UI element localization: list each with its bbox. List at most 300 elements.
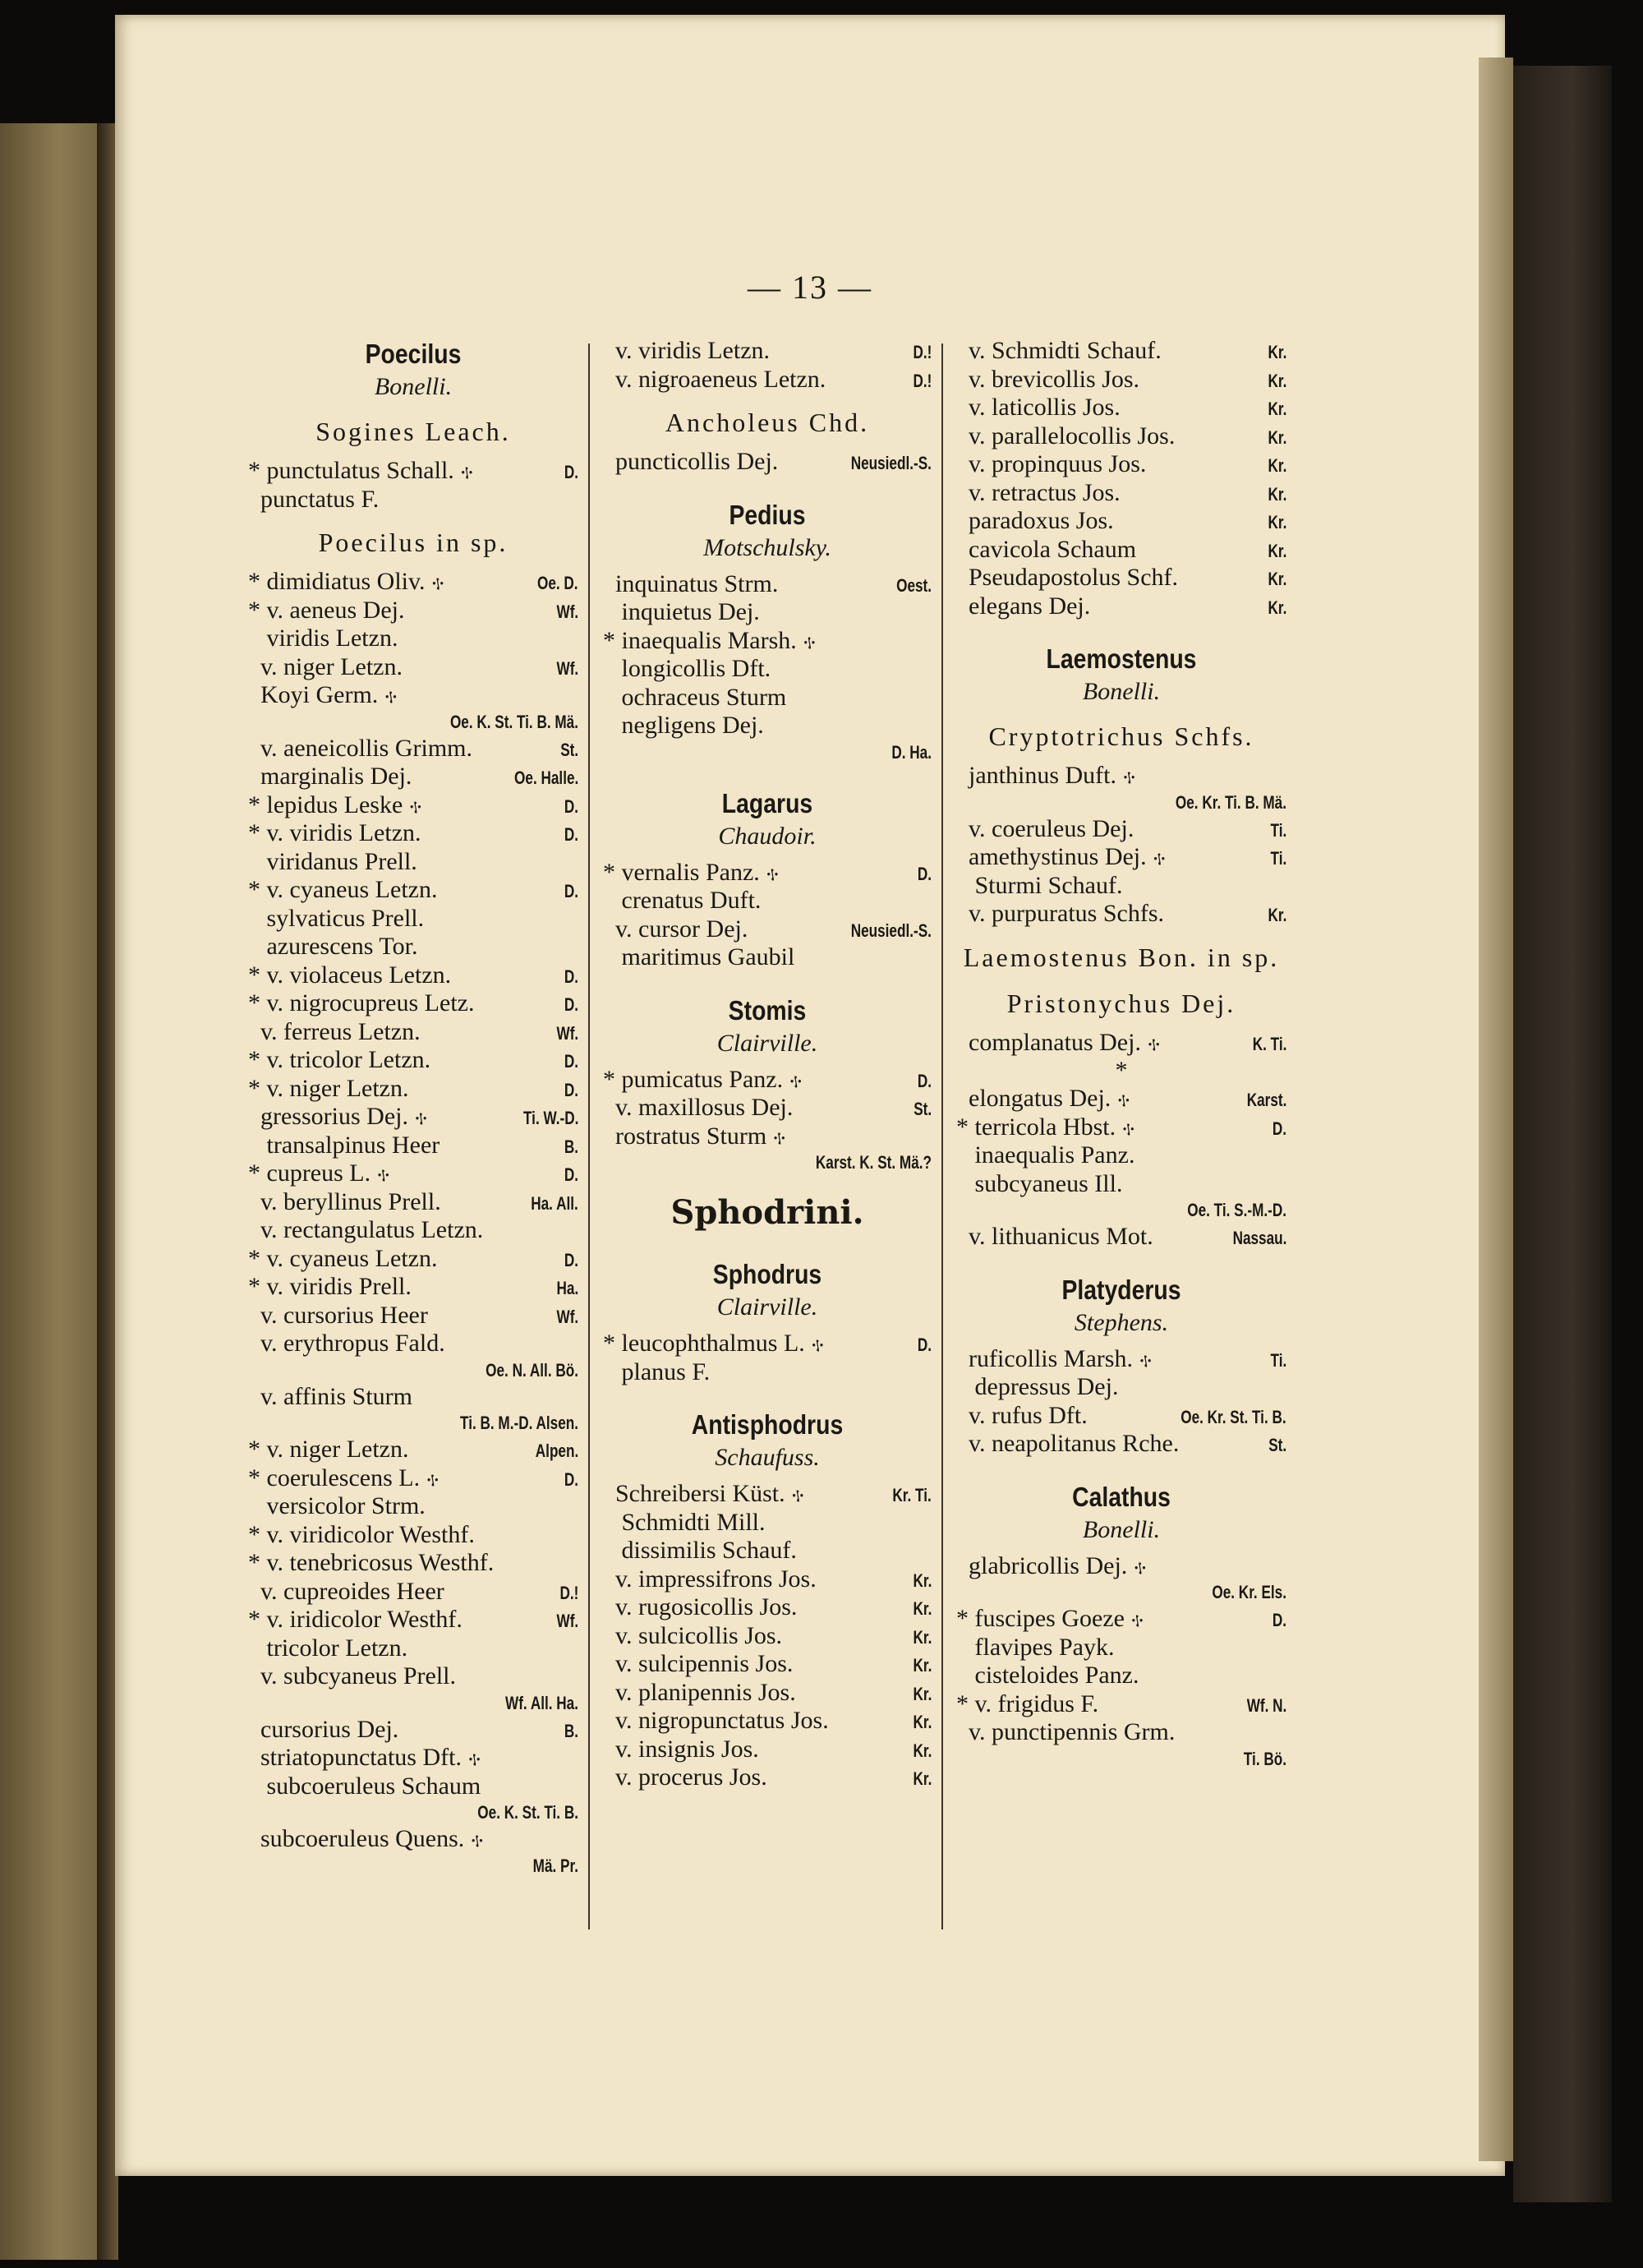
- species-name: * pumicatus Panz. ⳾: [603, 1065, 803, 1093]
- species-entry: [956, 536, 1286, 565]
- species-entry: [956, 1113, 1286, 1142]
- locality-abbrev: D.: [564, 1079, 578, 1100]
- species-entry: [248, 1662, 578, 1691]
- species-entry: [956, 1430, 1286, 1459]
- species-entry: [603, 1622, 932, 1651]
- species-name: v. sulcicollis Jos.: [603, 1621, 783, 1649]
- species-entry: [956, 422, 1286, 451]
- locality-abbrev: D.: [564, 881, 578, 901]
- species-name: Koyi Germ. ⳾: [248, 681, 398, 708]
- species-entry: [956, 762, 1286, 791]
- species-name: Schreibersi Küst. ⳾: [603, 1480, 805, 1507]
- species-entry: [248, 1578, 578, 1606]
- locality-abbrev: Nassau.: [1232, 1228, 1286, 1248]
- species-entry: [956, 1662, 1286, 1690]
- locality-abbrev: Ti.: [1270, 848, 1286, 869]
- locality-abbrev: D.: [564, 1051, 578, 1072]
- species-name: v. sulcipennis Jos.: [603, 1650, 794, 1677]
- locality-abbrev: Wf.: [556, 1611, 578, 1631]
- species-entry: [603, 570, 932, 599]
- species-name: puncticollis Dej.: [603, 448, 779, 475]
- species-name: * v. viridis Prell.: [248, 1273, 412, 1300]
- species-name: v. planipennis Jos.: [603, 1678, 796, 1706]
- species-entry: [248, 1273, 578, 1302]
- species-entry: [603, 1707, 932, 1736]
- locality-abbrev: St.: [914, 1099, 932, 1119]
- species-entry: [248, 735, 578, 763]
- genus-author: Motschulsky.: [703, 533, 831, 561]
- locality-line: Wf. All. Ha.: [505, 1692, 578, 1713]
- species-name: v. brevicollis Jos.: [956, 365, 1140, 393]
- subgenus-heading: Sogines Leach.: [315, 417, 511, 446]
- locality-abbrev: Alpen.: [535, 1441, 578, 1461]
- locality-abbrev: Wf. N.: [1246, 1694, 1286, 1716]
- species-entry: [603, 598, 932, 627]
- species-entry: [603, 1094, 932, 1122]
- species-entry: [248, 905, 578, 933]
- genus-heading: Sphodrus: [712, 1259, 822, 1289]
- species-entry: [603, 655, 932, 684]
- species-name: v. Schmidti Schauf.: [956, 337, 1162, 364]
- species-name: v. cursor Dej.: [603, 915, 748, 943]
- species-name: v. ferreus Letzn.: [248, 1017, 421, 1045]
- genus-heading: Calathus: [1072, 1481, 1171, 1512]
- species-name: * v. viridicolor Westhf.: [248, 1520, 475, 1548]
- tribe-heading: Sphodrini.: [670, 1193, 864, 1232]
- column-rule-2: [941, 343, 943, 1929]
- locality-abbrev: D.: [917, 1335, 932, 1355]
- species-entry: [248, 876, 578, 905]
- species-entry: [956, 1373, 1286, 1402]
- species-entry: [248, 1216, 578, 1245]
- locality-abbrev: D.: [917, 1070, 932, 1091]
- locality-abbrev: Kr.: [1268, 399, 1286, 419]
- species-entry: [956, 450, 1286, 479]
- locality-abbrev: D.: [564, 462, 578, 482]
- locality-abbrev: Kr.: [913, 1768, 932, 1789]
- species-entry: [956, 366, 1286, 394]
- species-name: * v. niger Letzn.: [248, 1436, 409, 1463]
- species-name: cursorius Dej.: [248, 1715, 399, 1743]
- species-name: * v. nigrocupreus Letz.: [248, 989, 475, 1016]
- locality-abbrev: B.: [564, 1136, 578, 1157]
- species-entry: [248, 1716, 578, 1745]
- species-name: elongatus Dej. ⳾: [956, 1085, 1130, 1112]
- species-name: viridis Letzn.: [248, 625, 398, 652]
- species-entry: [248, 1046, 578, 1075]
- locality-abbrev: D.!: [559, 1582, 578, 1603]
- species-entry: [603, 1066, 932, 1095]
- species-entry: [956, 1634, 1286, 1662]
- species-entry: [956, 394, 1286, 422]
- genus-heading: Pedius: [729, 499, 806, 530]
- species-entry: [248, 625, 578, 653]
- locality-abbrev: Oe. Halle.: [513, 768, 578, 788]
- species-entry: [956, 872, 1286, 901]
- genus-heading: Antisphodrus: [691, 1409, 844, 1440]
- locality-abbrev: Kr.: [1268, 370, 1286, 391]
- text-column-2: [603, 337, 932, 1792]
- species-name: v. impressifrons Jos.: [603, 1565, 817, 1593]
- species-entry: [248, 933, 578, 961]
- species-entry: [248, 1330, 578, 1358]
- species-name: subcoeruleus Quens. ⳾: [248, 1825, 484, 1852]
- species-entry: [248, 568, 578, 597]
- species-name: * vernalis Panz. ⳾: [603, 858, 780, 886]
- species-name: * v. frigidus F.: [956, 1689, 1099, 1717]
- locality-abbrev: D.: [564, 1468, 578, 1490]
- locality-abbrev: Ha.: [556, 1278, 578, 1298]
- species-name: * v. cyaneus Letzn.: [248, 876, 438, 903]
- locality-abbrev: Kr.: [913, 1626, 932, 1648]
- species-entry: [248, 1159, 578, 1188]
- genus-author: Schaufuss.: [715, 1444, 820, 1471]
- locality-abbrev: D.!: [913, 342, 932, 362]
- species-name: v. lithuanicus Mot.: [956, 1223, 1153, 1250]
- locality-line: Oe. K. St. Ti. B. Mä.: [449, 711, 578, 732]
- species-name: rostratus Sturm ⳾: [603, 1122, 786, 1150]
- locality-abbrev: K. Ti.: [1252, 1033, 1286, 1054]
- species-name: v. punctipennis Grm.: [956, 1718, 1176, 1745]
- species-name: janthinus Duft. ⳾: [956, 762, 1136, 789]
- locality-line: Oe. N. All. Bö.: [486, 1359, 578, 1381]
- locality-abbrev: B.: [564, 1720, 578, 1741]
- species-name: ruficollis Marsh. ⳾: [956, 1344, 1153, 1372]
- species-name: subcyaneus Ill.: [956, 1169, 1123, 1197]
- species-entry: [248, 681, 578, 710]
- species-entry: [956, 1345, 1286, 1374]
- species-entry: [603, 1679, 932, 1708]
- species-name: * v. aeneus Dej.: [248, 596, 405, 624]
- species-entry: [956, 337, 1286, 366]
- species-name: inquinatus Strm.: [603, 569, 779, 597]
- locality-abbrev: Kr.: [913, 1570, 932, 1591]
- species-name: v. retractus Jos.: [956, 478, 1121, 506]
- species-entry: [956, 564, 1286, 592]
- facing-page-edge: [0, 123, 108, 2260]
- species-name: longicollis Dft.: [603, 655, 771, 682]
- species-entry: [248, 1634, 578, 1663]
- species-entry: [248, 1383, 578, 1412]
- locality-abbrev: D.: [1272, 1610, 1286, 1630]
- species-entry: [248, 1018, 578, 1047]
- species-name: tricolor Letzn.: [248, 1634, 408, 1662]
- species-name: * lepidus Leske ⳾: [248, 791, 422, 818]
- species-name: inquietus Dej.: [603, 598, 760, 625]
- locality-abbrev: St.: [1268, 1435, 1286, 1455]
- species-entry: [603, 627, 932, 656]
- subgenus-heading: Cryptotrichus Schfs.: [988, 721, 1254, 751]
- species-name: v. aeneicollis Grimm.: [248, 734, 472, 762]
- species-name: subcoeruleus Schaum: [248, 1772, 481, 1800]
- locality-abbrev: Kr.: [913, 1598, 932, 1619]
- locality-abbrev: St.: [560, 739, 578, 760]
- text-column-3: [956, 337, 1286, 1772]
- locality-abbrev: Kr.: [1268, 597, 1286, 618]
- species-entry: [248, 1825, 578, 1854]
- species-entry: [248, 1436, 578, 1464]
- locality-abbrev: Ti.: [1270, 819, 1286, 841]
- locality-abbrev: Karst.: [1246, 1090, 1286, 1110]
- locality-abbrev: D.: [564, 1249, 578, 1270]
- species-name: v. rectangulatus Letzn.: [248, 1216, 484, 1243]
- locality-abbrev: Kr.: [913, 1683, 932, 1704]
- species-name: ochraceus Sturm: [603, 683, 787, 711]
- species-entry: [248, 1103, 578, 1132]
- locality-abbrev: D.: [564, 966, 578, 987]
- species-name: * dimidiatus Oliv. ⳾: [248, 568, 445, 595]
- species-entry: [603, 915, 932, 944]
- genus-author: Bonelli.: [1082, 1515, 1161, 1543]
- species-entry: [956, 1141, 1286, 1170]
- locality-line: D. Ha.: [891, 741, 932, 763]
- locality-abbrev: Kr.: [1268, 483, 1286, 505]
- species-entry: [956, 479, 1286, 508]
- species-name: sylvaticus Prell.: [248, 904, 425, 932]
- species-name: * v. tricolor Letzn.: [248, 1046, 431, 1073]
- species-name: * terricola Hbst. ⳾: [956, 1113, 1135, 1141]
- genus-author: Bonelli.: [374, 373, 453, 400]
- species-name: cavicola Schaum: [956, 535, 1137, 563]
- page-number: — 13 —: [748, 269, 872, 306]
- species-name: v. rugosicollis Jos.: [603, 1593, 798, 1620]
- species-name: v. beryllinus Prell.: [248, 1187, 441, 1215]
- locality-abbrev: Kr.: [1268, 426, 1286, 448]
- species-entry: [603, 337, 932, 366]
- species-name: v. cupreoides Heer: [248, 1577, 444, 1605]
- species-entry: [248, 1492, 578, 1521]
- species-entry: [603, 1480, 932, 1509]
- asterisk-mark: *: [1115, 1057, 1128, 1084]
- species-name: v. niger Letzn.: [248, 652, 403, 680]
- locality-line: Oe. Kr. Els.: [1212, 1582, 1286, 1602]
- species-entry: [603, 943, 932, 972]
- species-name: v. nigropunctatus Jos.: [603, 1707, 829, 1734]
- text-column-1: [248, 337, 578, 1878]
- species-entry: [603, 1593, 932, 1622]
- locality-abbrev: Kr.: [1268, 455, 1286, 476]
- locality-abbrev: Kr.: [1268, 905, 1286, 925]
- genus-heading: Platyderus: [1061, 1274, 1181, 1305]
- species-entry: [603, 1509, 932, 1537]
- species-entry: [248, 1132, 578, 1160]
- species-entry: [603, 887, 932, 915]
- species-name: depressus Dej.: [956, 1373, 1119, 1400]
- species-entry: [248, 819, 578, 848]
- species-name: paradoxus Jos.: [956, 507, 1114, 534]
- locality-abbrev: Oe. Kr. St. Ti. B.: [1180, 1406, 1286, 1427]
- genus-author: Bonelli.: [1082, 678, 1161, 705]
- locality-abbrev: D.!: [913, 370, 932, 391]
- genus-author: Clairville.: [716, 1293, 818, 1321]
- species-entry: [956, 1223, 1286, 1252]
- book-cover-edge: [1513, 66, 1612, 2202]
- species-name: v. neapolitanus Rche.: [956, 1430, 1180, 1457]
- species-entry: [603, 1122, 932, 1151]
- species-entry: [956, 843, 1286, 872]
- species-entry: [248, 848, 578, 877]
- species-entry: [248, 1606, 578, 1634]
- genus-heading: Lagarus: [721, 787, 813, 818]
- species-name: * cupreus L. ⳾: [248, 1159, 390, 1187]
- locality-abbrev: Kr.: [1268, 569, 1286, 589]
- locality-abbrev: Kr.: [913, 1740, 932, 1761]
- species-name: azurescens Tor.: [248, 933, 418, 960]
- locality-abbrev: D.: [564, 824, 578, 845]
- species-name: v. procerus Jos.: [603, 1763, 767, 1791]
- species-entry: [603, 1537, 932, 1565]
- species-entry: [956, 1690, 1286, 1719]
- locality-abbrev: Ha. All.: [531, 1192, 578, 1214]
- species-name: inaequalis Panz.: [956, 1141, 1135, 1169]
- species-entry: [248, 597, 578, 625]
- genus-author: Clairville.: [716, 1029, 818, 1057]
- species-entry: [248, 1075, 578, 1104]
- species-name: * v. violaceus Letzn.: [248, 961, 452, 989]
- species-entry: [956, 1170, 1286, 1199]
- species-name: glabricollis Dej. ⳾: [956, 1551, 1147, 1579]
- locality-abbrev: Kr.: [1268, 540, 1286, 561]
- species-entry: [248, 1464, 578, 1493]
- species-entry: [248, 1302, 578, 1330]
- species-name: v. viridis Letzn.: [603, 337, 771, 364]
- subgenus-heading: Poecilus in sp.: [318, 528, 509, 557]
- page-stack-edge: [1479, 58, 1513, 2161]
- species-name: Sturmi Schauf.: [956, 871, 1123, 899]
- locality-abbrev: Wf.: [556, 1306, 578, 1327]
- locality-abbrev: Kr.: [913, 1712, 932, 1732]
- genus-heading: Poecilus: [365, 339, 462, 369]
- species-entry: [248, 1521, 578, 1550]
- species-name: v. nigroaeneus Letzn.: [603, 365, 826, 393]
- locality-abbrev: D.: [564, 994, 578, 1015]
- locality-abbrev: Ti.: [1270, 1349, 1286, 1371]
- locality-line: Ti. B. M.-D. Alsen.: [460, 1413, 578, 1433]
- species-entry: [956, 1605, 1286, 1634]
- locality-abbrev: Wf.: [556, 657, 578, 679]
- species-entry: [248, 989, 578, 1018]
- species-entry: [248, 1245, 578, 1274]
- species-entry: [956, 1552, 1286, 1581]
- species-name: v. laticollis Jos.: [956, 394, 1121, 421]
- species-entry: [956, 507, 1286, 536]
- locality-abbrev: Wf.: [556, 1022, 578, 1044]
- species-name: transalpinus Heer: [248, 1131, 440, 1159]
- species-entry: [248, 457, 578, 486]
- species-entry: [956, 815, 1286, 844]
- species-name: * leucophthalmus L. ⳾: [603, 1330, 825, 1357]
- locality-abbrev: D.: [917, 863, 932, 884]
- locality-line: Oe. Kr. Ti. B. Mä.: [1175, 791, 1286, 813]
- locality-line: Mä. Pr.: [532, 1855, 578, 1876]
- subgenus-heading: Ancholeus Chd.: [665, 408, 870, 437]
- species-entry: [248, 791, 578, 820]
- species-entry: [603, 859, 932, 887]
- species-entry: [248, 486, 578, 514]
- species-entry: [956, 1402, 1286, 1431]
- locality-abbrev: Kr.: [1268, 512, 1286, 532]
- species-entry: [248, 1744, 578, 1772]
- locality-line: Oe. K. St. Ti. B.: [477, 1802, 578, 1823]
- species-name: maritimus Gaubil: [603, 943, 795, 970]
- species-entry: [603, 1763, 932, 1792]
- species-name: elegans Dej.: [956, 592, 1091, 620]
- locality-abbrev: D.: [564, 1164, 578, 1185]
- species-entry: [248, 961, 578, 990]
- species-entry: [248, 763, 578, 791]
- species-entry: [248, 1549, 578, 1578]
- species-name: v. cursorius Heer: [248, 1301, 428, 1329]
- species-entry: [248, 1772, 578, 1801]
- species-entry: [603, 712, 932, 740]
- species-entry: [603, 1358, 932, 1387]
- species-entry: [956, 900, 1286, 929]
- species-name: v. coeruleus Dej.: [956, 814, 1134, 842]
- locality-abbrev: Wf.: [556, 601, 578, 622]
- species-entry: [248, 1188, 578, 1217]
- species-name: v. purpuratus Schfs.: [956, 900, 1165, 927]
- species-entry: [603, 1565, 932, 1594]
- genus-heading: Stomis: [728, 994, 807, 1026]
- species-name: * v. viridis Letzn.: [248, 819, 421, 846]
- species-name: viridanus Prell.: [248, 847, 417, 875]
- species-entry: [956, 1029, 1286, 1058]
- locality-abbrev: Neusiedl.-S.: [850, 453, 932, 473]
- species-name: v. maxillosus Dej.: [603, 1094, 794, 1121]
- column-rule-1: [588, 343, 590, 1929]
- species-name: * v. iridicolor Westhf.: [248, 1606, 463, 1633]
- species-name: gressorius Dej. ⳾: [248, 1103, 428, 1130]
- species-name: flavipes Payk.: [956, 1633, 1115, 1661]
- species-name: v. subcyaneus Prell.: [248, 1662, 457, 1689]
- species-name: marginalis Dej.: [248, 763, 412, 790]
- species-name: v. affinis Sturm: [248, 1382, 412, 1410]
- locality-line: Karst. K. St. Mä.?: [815, 1152, 932, 1173]
- species-name: v. parallelocollis Jos.: [956, 422, 1176, 449]
- locality-line: Oe. Ti. S.-M.-D.: [1187, 1200, 1286, 1220]
- locality-abbrev: Oe. D.: [537, 573, 578, 593]
- species-entry: [603, 684, 932, 712]
- genus-author: Chaudoir.: [718, 822, 817, 850]
- locality-abbrev: D.: [564, 795, 578, 817]
- locality-abbrev: Neusiedl.-S.: [850, 920, 932, 941]
- species-name: v. rufus Dft.: [956, 1401, 1088, 1429]
- species-name: punctatus F.: [248, 485, 380, 513]
- species-entry: [248, 653, 578, 682]
- locality-abbrev: Ti. W.-D.: [522, 1108, 578, 1128]
- species-name: v. erythropus Fald.: [248, 1330, 445, 1357]
- species-name: v. propinquus Jos.: [956, 450, 1147, 477]
- species-entry: [603, 1650, 932, 1679]
- species-entry: [956, 1085, 1286, 1113]
- species-name: amethystinus Dej. ⳾: [956, 843, 1167, 870]
- species-name: striatopunctatus Dft. ⳾: [248, 1744, 481, 1771]
- locality-line: Ti. Bö.: [1243, 1748, 1286, 1769]
- species-name: * v. niger Letzn.: [248, 1074, 409, 1102]
- species-entry: [603, 448, 932, 477]
- species-name: Schmidti Mill.: [603, 1508, 766, 1536]
- species-name: v. insignis Jos.: [603, 1735, 759, 1763]
- species-name: * v. cyaneus Letzn.: [248, 1244, 438, 1272]
- subgenus-heading: Laemostenus Bon. in sp.: [963, 942, 1280, 972]
- genus-author: Stephens.: [1074, 1308, 1169, 1336]
- species-name: * coerulescens L. ⳾: [248, 1464, 440, 1491]
- species-name: * inaequalis Marsh. ⳾: [603, 626, 817, 654]
- species-name: * v. tenebricosus Westhf.: [248, 1549, 495, 1576]
- species-name: Pseudapostolus Schf.: [956, 564, 1178, 591]
- species-entry: [603, 1330, 932, 1358]
- subgenus-heading: Pristonychus Dej.: [1006, 988, 1236, 1018]
